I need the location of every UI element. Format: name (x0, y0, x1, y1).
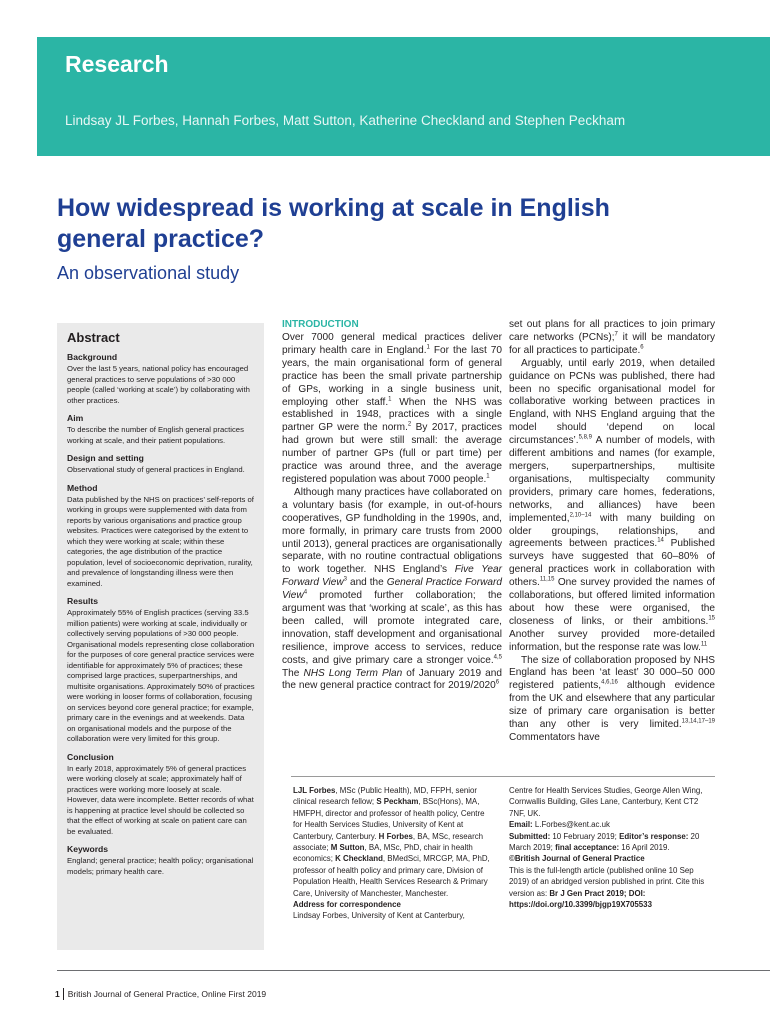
email-line: Email: L.Forbes@kent.ac.uk (509, 820, 610, 830)
page-footer (55, 988, 266, 1000)
author-affiliations: LJL Forbes, MSc (Public Health), MD, FFPH, senior clinical research fellow; S Peckham, BSc(Hons), MA, HMFPH, director and professor of health policy, Centre for Health Services Studies, University of Kent at Canterbury, Canterbury. H Forbes, BA, MSc, research associate; M Sutton, BA, MSc, PhD, chair in health economics; K Checkland, BMedSci, MRCGP, MA, PhD, professor of health policy and primary care, Division of Population Health, Health Services Research & Primary Care, University of Manchester, Manchester. (293, 786, 490, 898)
author-notes (293, 785, 490, 922)
author-list: Lindsay JL Forbes, Hannah Forbes, Matt Sutton, Katherine Checkland and Stephen Peckham (65, 113, 626, 128)
body-column-2 (509, 319, 715, 745)
notes-divider (291, 776, 715, 777)
abstract-method (67, 483, 255, 590)
abstract-heading: Abstract (67, 330, 120, 345)
abstract-section-text: Observational study of general practices in England. (67, 465, 245, 474)
abstract-section-text: Data published by the NHS on practices’ self-reports of working in groups were supplemented with data from reports by various organisations and practice group websites. Practices were categorised by the extent to which they were working at scale; within these categories, the age distribution of the practice population, level of socioeconomic deprivation, rurality, and prevalence of longstanding illness were then examined. (67, 494, 254, 588)
abstract-section-heading: Aim (67, 413, 84, 423)
article-title: How widespread is working at scale in English general practice? (57, 194, 610, 253)
body-paragraph: Arguably, until early 2019, when detailed guidance on PCNs was published, there had been no specific organisational model for collaborative working between practices in England, with NHS England arguing that the model should ‘depend on local circumstances’.$^{5,8,9}$ A number of models, with different ambitions and names (for example, mergers, superpartnerships, multisite organisations, multispecialty community providers, primary care homes, federations, networks, and alliances) have been implemented,$^{2,10-14}$ with many building on older groupings, relationships, and agreements between practices.$^{14}$ Published surveys have suggested that 60–80% of general practices work in collaboration with others.$^{11,15}$ One survey provided the names of collaborations, but offered limited information about how these were organised, the closeness of links, or their ambitions.$^{15}$ Another survey provided more-detailed information, but the response rate was low.$^{11}$ (509, 357, 715, 653)
introduction-heading: INTRODUCTION (282, 319, 359, 330)
abstract-keywords (67, 844, 255, 877)
footer-separator (63, 988, 64, 1000)
abstract-results (67, 596, 255, 745)
header-banner (37, 37, 770, 156)
abstract-background (67, 352, 255, 406)
author-notes-continued (509, 785, 715, 910)
abstract-section-heading: Keywords (67, 844, 109, 854)
body-paragraph-continued: set out plans for all practices to join primary care networks (PCNs);$^7$ it will be mandatory for all practices to participate.$^6$ (509, 319, 715, 356)
citation-line: This is the full-length article (published online 10 Sep 2019) of an abridged version published in print. Cite this version as: Br J Gen Pract 2019; DOI: https://doi.org/10.3399/bjgp19X705533 (509, 865, 705, 910)
abstract-aim (67, 413, 255, 446)
body-column-1 (282, 319, 502, 693)
doi-link[interactable]: Br J Gen Pract 2019; DOI: https://doi.org/10.3399/bjgp19X705533 (509, 888, 652, 910)
abstract-conclusion (67, 752, 255, 838)
abstract-section-text: England; general practice; health policy; organisational models; primary health care. (67, 856, 254, 876)
abstract-section-heading: Conclusion (67, 751, 114, 762)
correspondence-address: Centre for Health Services Studies, George Allen Wing, Cornwallis Building, Giles Lane, Canterbury, Kent CT2 7NF, UK. (509, 786, 703, 818)
footer-divider (57, 970, 770, 971)
abstract-section-text: Over the last 5 years, national policy has encouraged general practices to serve populations of >30 000 people (called ‘working at scale’) by collaborating with other practices. (67, 364, 250, 405)
copyright-line: ©British Journal of General Practice (509, 854, 645, 864)
dates-line: Submitted: 10 February 2019; Editor’s response: 20 March 2019; final acceptance: 16 April 2019. (509, 831, 700, 853)
abstract-design (67, 453, 255, 476)
abstract-section-text: In early 2018, approximately 5% of general practices were working closely at scale; approximately half of practices were working more loosely at scale. However, data were incomplete. Better records of what is happening at practice level should be collected so that the effect of working at scale on patient care can be evaluated. (67, 763, 254, 836)
journal-name: British Journal of General Practice, Online First 2019 (67, 989, 267, 999)
page-number: 1 (55, 989, 60, 999)
body-paragraph: Although many practices have collaborated on a voluntary basis (for example, in out-of-hours cooperatives, GP fundholding in the 1990s, and, more formally, in primary care trusts from 2000 until 2013), general practices are organisationally separate, with no routine contractual obligations to work together. NHS England’s Five Year Forward View$^3$ and the General Practice Forward View$^4$ promoted further collaboration; the argument was that ‘working at scale’, as this has been called, will promote integrated care, innovation, staff development and organisational resilience, improve access to services, reduce costs, and give primary care a stronger voice.$^{4,5}$ The NHS Long Term Plan of January 2019 and the new general practice contract for 2019/2020$^6$ (282, 486, 502, 692)
body-paragraph: Over 7000 general medical practices deliver primary health care in England.$^1$ For the last 70 years, the main organisational form of general practice has been the small private partnership of GPs, working in a single business unit, employing other staff.$^1$ When the NHS was established in 1948, practices with a single partner GP were the norm.$^2$ By 2017, practices had grown but were still small: the average number of partner GPs (full or part time) per practice was around three, and the average registered population was about 7000 people.$^1$ (282, 332, 503, 485)
abstract-section-heading: Design and setting (67, 453, 144, 463)
abstract-section-heading: Background (67, 352, 118, 362)
abstract-section-heading: Results (67, 596, 99, 606)
email-link[interactable]: L.Forbes@kent.ac.uk (532, 820, 610, 830)
abstract-section-text: Approximately 55% of English practices (serving 33.5 million patients) were working at scale, individually or collectively serving populations of >30 000 people. Organisational models representing close collaboration for the purposes of core general practice services were identifiable for approximately 5% of practices; these comprised large practices, superpartnerships, and multisite organisations. Approximately 50% of practices were working in looser forms of collaboration, focusing on services beyond core general practice; for example, primary care in the evenings and at weekends. Data on organisational models and the purpose of the collaboration were very limited for this group. (67, 608, 255, 743)
abstract-section-text: To describe the number of English general practices working at scale, and their patient populations. (67, 425, 244, 445)
section-label: Research (65, 51, 169, 77)
article-subtitle: An observational study (57, 263, 240, 283)
correspondence-heading: Address for correspondence (293, 900, 401, 910)
correspondence-text: Lindsay Forbes, University of Kent at Canterbury, (293, 911, 465, 921)
abstract-section-heading: Method (67, 482, 98, 493)
body-paragraph: The size of collaboration proposed by NHS England has been ‘at least’ 30 000–50 000 registered patients,$^{4,6,16}$ although evidence from the UK and elsewhere that any particular size of primary care organisation is better than any other is very limited.$^{13,14,17-19}$ Commentators have (509, 654, 715, 743)
abstract-box (57, 323, 264, 950)
